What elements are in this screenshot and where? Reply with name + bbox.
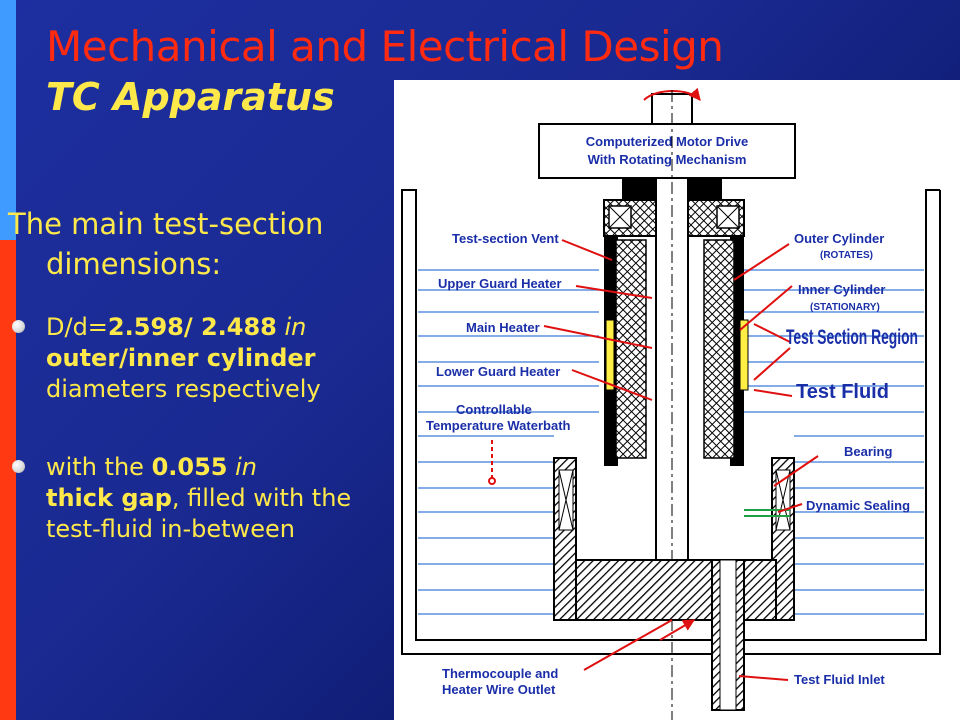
test-section-vent-label: Test-section Vent [452, 231, 559, 246]
bullet-dot-icon [12, 460, 25, 473]
bullet-text [12, 312, 380, 405]
thermocouple-label-1: Thermocouple and [442, 666, 559, 681]
waterbath-label-1: Controllable [456, 402, 532, 417]
intro-line-2: dimensions: [46, 247, 222, 281]
bullet-text-bold: 2.598/ 2.488 [107, 313, 277, 341]
motor-drive-box [539, 124, 795, 178]
bullet-text-part: with the [46, 453, 152, 481]
bullet-text-part [277, 313, 285, 341]
motor-drive-label-1: Computerized Motor Drive [585, 134, 749, 149]
slide-title: Mechanical and Electrical Design [46, 22, 724, 71]
apparatus-diagram [394, 80, 960, 720]
test-section-region-label: Test Section Region [786, 326, 918, 349]
bullet-text-bold: outer/inner cylinder [46, 344, 316, 372]
outer-cylinder-label: Outer Cylinder [794, 231, 885, 246]
inner-cylinder-label: Inner Cylinder [798, 282, 886, 297]
intro-line-1: The main test-section [8, 207, 324, 241]
dynamic-sealing-label: Dynamic Sealing [806, 498, 911, 513]
upper-guard-heater-label: Upper Guard Heater [438, 276, 562, 291]
main-heater-label: Main Heater [466, 320, 540, 335]
bullet-text-part: D/d= [46, 313, 108, 341]
bullet-dot-icon [12, 320, 25, 333]
inner-cylinder-note: (STATIONARY) [810, 302, 880, 313]
bullet-text-italic: in [284, 313, 307, 341]
heater-strip-right [740, 320, 748, 390]
bullet-diameters [12, 312, 380, 405]
test-fluid-label: Test Fluid [796, 381, 889, 403]
slide-subtitle: TC Apparatus [46, 75, 335, 119]
thermocouple-label-2: Heater Wire Outlet [442, 682, 556, 697]
bullet-text-part: diameters respectively [46, 375, 321, 403]
bullet-text [12, 452, 380, 545]
apparatus-diagram-svg [394, 80, 960, 720]
intro-text [8, 204, 388, 284]
motor-drive-label-2: With Rotating Mechanism [587, 152, 747, 167]
probe-tip-icon [489, 478, 495, 484]
bullet-text-bold: 0.055 [151, 453, 228, 481]
drive-shaft [539, 91, 795, 178]
outer-cylinder-note: (ROTATES) [820, 250, 873, 261]
waterbath-label-2: Temperature Waterbath [426, 418, 571, 433]
bullet-text-part [227, 453, 235, 481]
bearing-label: Bearing [844, 444, 893, 459]
bullet-text-italic: in [235, 453, 258, 481]
bullet-text-part: , filled with the test-fluid in-between [46, 484, 352, 543]
bullet-gap [12, 452, 380, 545]
lower-guard-heater-label: Lower Guard Heater [436, 364, 561, 379]
bullet-text-bold: thick gap [46, 484, 172, 512]
test-fluid-inlet-label: Test Fluid Inlet [794, 672, 885, 687]
heater-strip-left [606, 320, 614, 390]
